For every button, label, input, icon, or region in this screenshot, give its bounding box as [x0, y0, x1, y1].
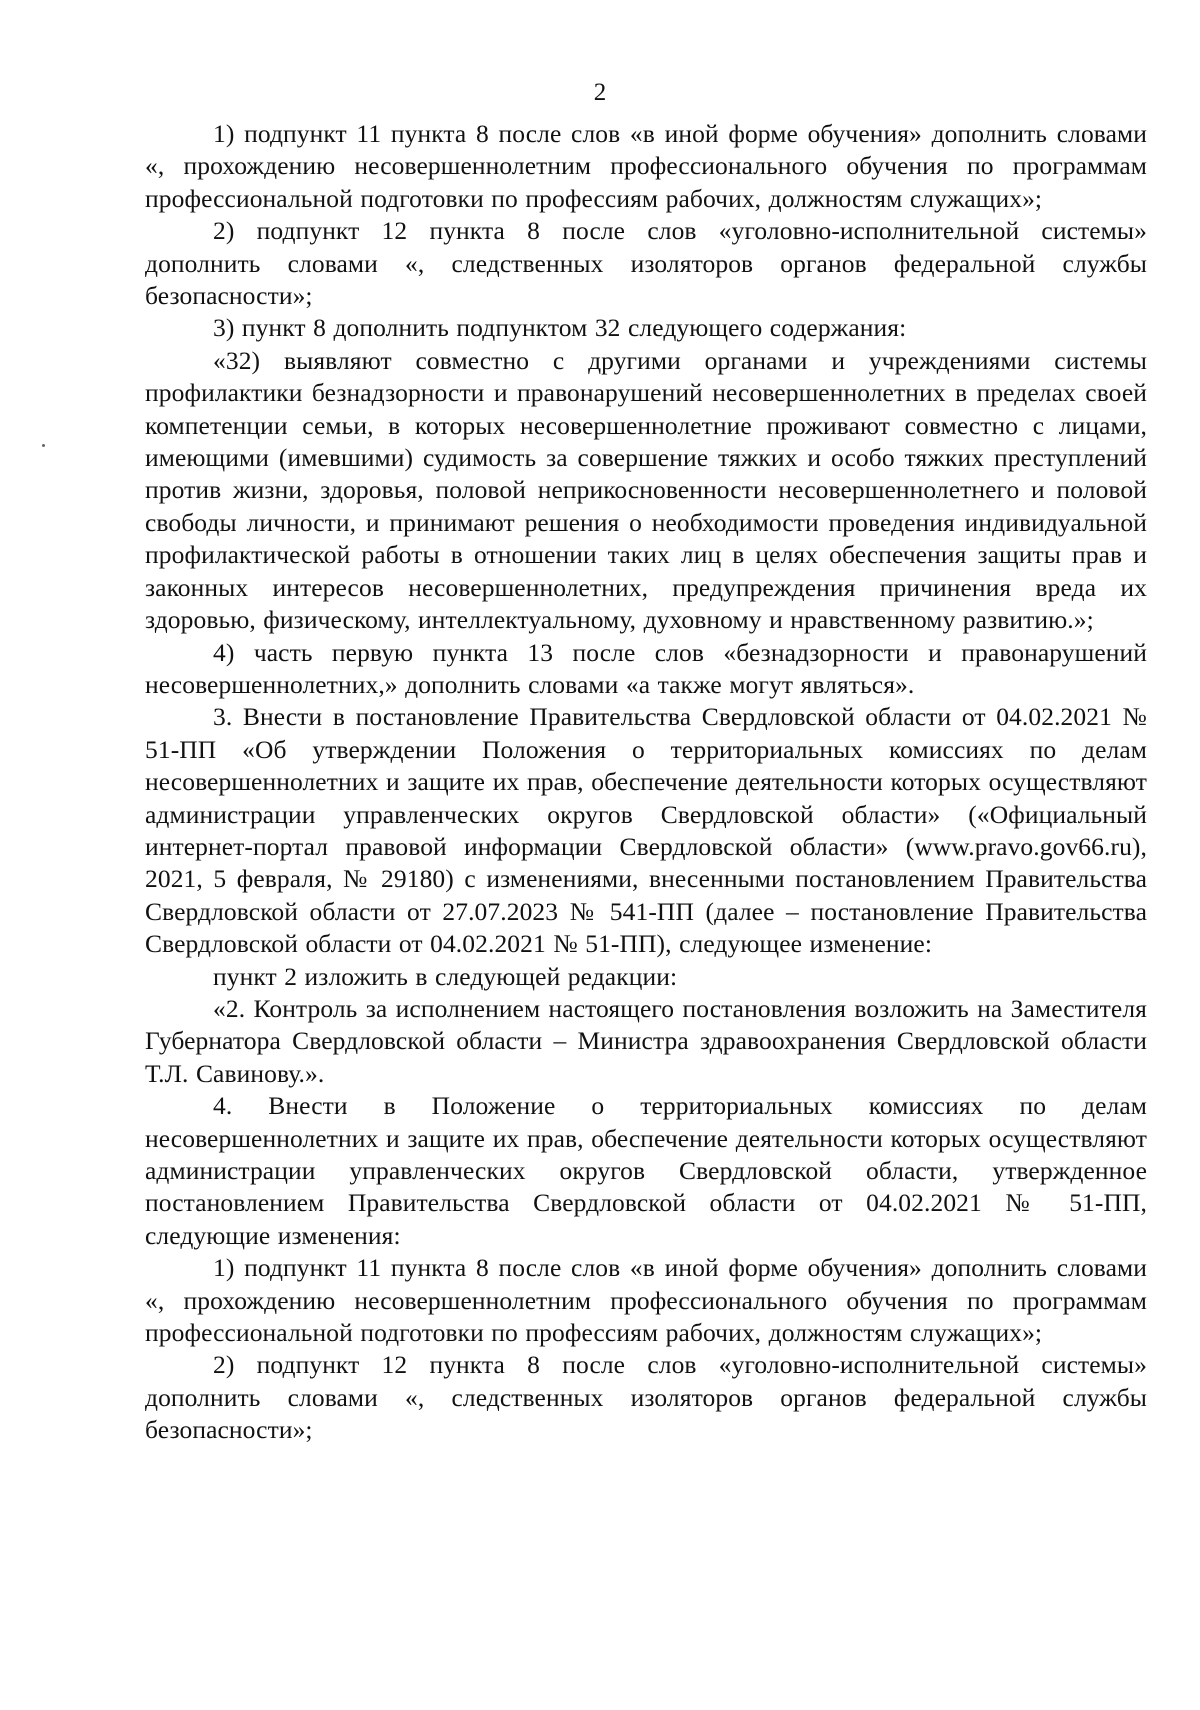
- scan-artifact-dot: [42, 444, 45, 447]
- paragraph-section3: 3. Внести в постановление Правительства Свердловской области от 04.02.2021 № 51-ПП «Об утверждении Положения о территориальных комиссиях по делам несовершеннолетних и защите их прав, обеспечение деятельности которых осуществляют администрации управленческих округов Свердловской области» («Официальный интернет-портал правовой информации Свердловской области» (www.pravo.gov66.ru), 2021, 5 февраля, № 29180) с изменениями, внесенными постановлением Правительства Свердловской области от 27.07.2023 № 541-ПП (далее – постановление Правительства Свердловской области от 04.02.2021 № 51-ПП), следующее изменение:: [145, 702, 1147, 959]
- paragraph-sub3-add32: 3) пункт 8 дополнить подпунктом 32 следующего содержания:: [213, 313, 907, 343]
- paragraph-sub4-item13: 4) часть первую пункта 13 после слов «безнадзорности и правонарушений несовершеннолетних,» дополнить словами «а также могут являться».: [145, 637, 1147, 699]
- document-body: [145, 118, 1147, 1447]
- paragraph-item32-text: «32) выявляют совместно с другими органами и учреждениями системы профилактики безнадзорности и правонарушений несовершеннолетних в пределах своей компетенции семьи, в которых несовершеннолетние проживают совместно с лицами, имеющими (имевшими) судимость за совершение тяжких и особо тяжких преступлений против жизни, здоровья, половой неприкосновенности несовершеннолетнего и половой свободы личности, и принимают решения о необходимости проведения индивидуальной профилактической работы в отношении таких лиц в целях обеспечения защиты прав и законных интересов несовершеннолетних, предупреждения причинения вреда их здоровью, физическому, интеллектуальному, духовному и нравственному развитию.»;: [145, 345, 1147, 635]
- page-number: 2: [593, 79, 607, 106]
- paragraph-sec4-sub2: 2) подпункт 12 пункта 8 после слов «уголовно-исполнительной системы» дополнить словами «, следственных изоляторов органов федеральной службы безопасности»;: [145, 1350, 1147, 1445]
- paragraph-sub1-item11: 1) подпункт 11 пункта 8 после слов «в иной форме обучения» дополнить словами «, прохождению несовершеннолетним профессионального обучения по программам профессиональной подготовки по профессиям рабочих, должностям служащих»;: [145, 119, 1147, 213]
- paragraph-sub2-item12: 2) подпункт 12 пункта 8 после слов «уголовно-исполнительной системы» дополнить словами «, следственных изоляторов органов федеральной службы безопасности»;: [145, 216, 1147, 311]
- paragraph-sec4-sub1: 1) подпункт 11 пункта 8 после слов «в иной форме обучения» дополнить словами «, прохождению несовершеннолетним профессионального обучения по программам профессиональной подготовки по профессиям рабочих, должностям служащих»;: [145, 1253, 1147, 1348]
- paragraph-item2-edit: пункт 2 изложить в следующей редакции:: [213, 961, 678, 991]
- paragraph-section4: 4. Внести в Положение о территориальных комиссиях по делам несовершеннолетних и защите их прав, обеспечение деятельности которых осуществляют администрации управленческих округов Свердловской области, утвержденное постановлением Правительства Свердловской области от 04.02.2021 № 51-ПП, следующие изменения:: [145, 1091, 1147, 1250]
- paragraph-item2-text: «2. Контроль за исполнением настоящего постановления возложить на Заместителя Губернатора Свердловской области – Министра здравоохранения Свердловской области Т.Л. Савинову.».: [145, 993, 1147, 1088]
